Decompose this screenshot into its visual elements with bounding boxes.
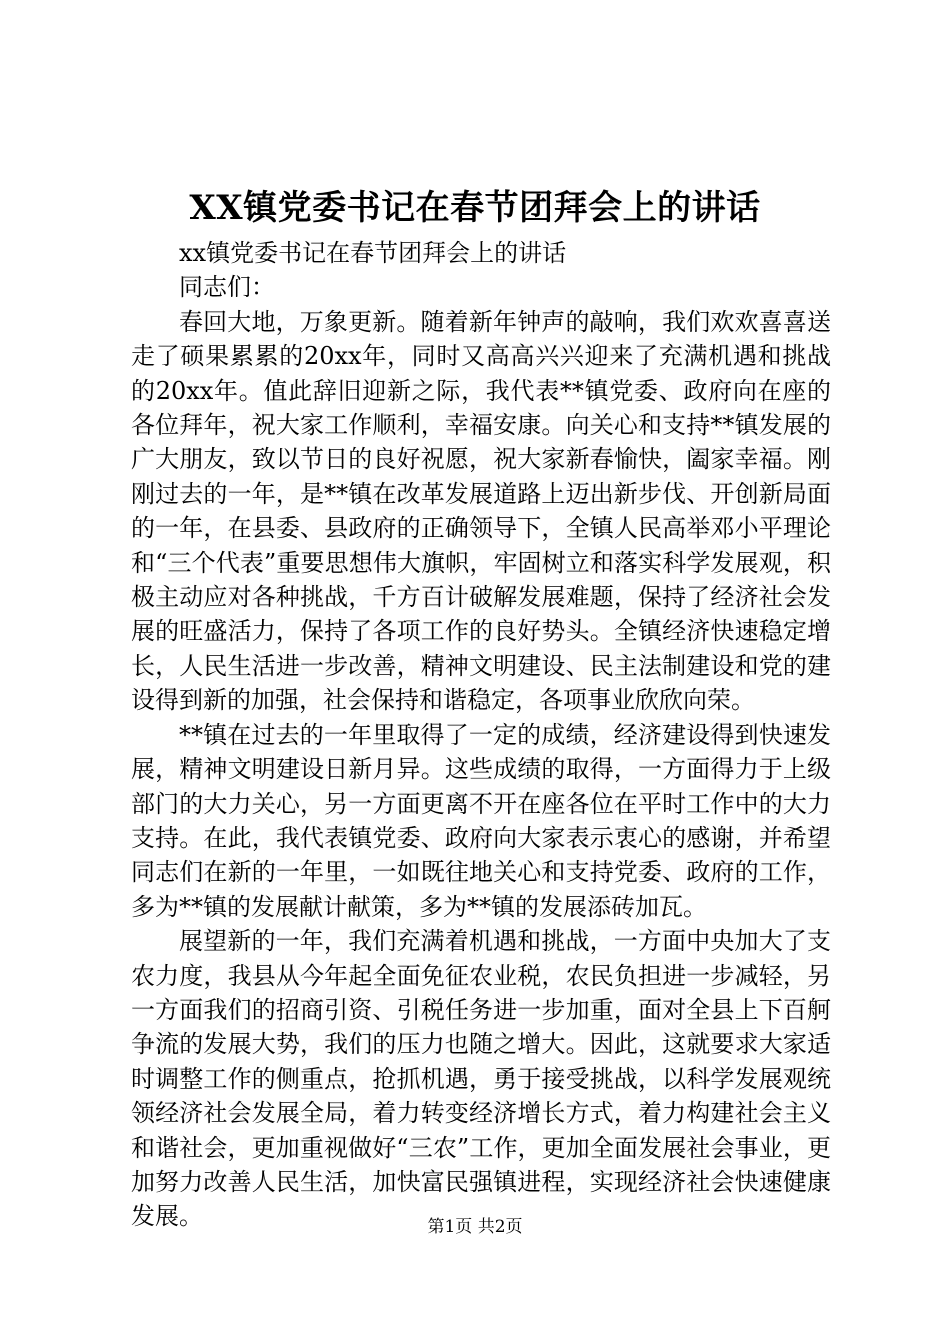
page-footer: 第1页 共2页 <box>427 1217 523 1237</box>
paragraph-3: 展望新的一年，我们充满着机遇和挑战，一方面中央加大了支农力度，我县从今年起全面免征农业税，农民负担进一步减轻，另一方面我们的招商引资、引税任务进一步加重，面对全县上下百舸争流的发展大势，我们的压力也随之增大。因此，这就要求大家适时调整工作的侧重点，抢抓机遇，勇于接受挑战，以科学发展观统领经济社会发展全局，着力转变经济增长方式，着力构建社会主义和谐社会，更加重视做好“三农”工作，更加全面发展社会事业，更加努力改善人民生活，加快富民强镇进程，实现经济社会快速健康发展。 <box>131 927 831 1231</box>
paragraph-1: 春回大地，万象更新。随着新年钟声的敲响，我们欢欢喜喜送走了硕果累累的20xx年，同时又高高兴兴迎来了充满机遇和挑战的20xx年。值此辞旧迎新之际，我代表**镇党委、政府向在座的各位拜年，祝大家工作顺利，幸福安康。向关心和支持**镇发展的广大朋友，致以节日的良好祝愿，祝大家新春愉快，阖家幸福。刚刚过去的一年，是**镇在改革发展道路上迈出新步伐、开创新局面的一年，在县委、县政府的正确领导下，全镇人民高举邓小平理论和“三个代表”重要思想伟大旗帜，牢固树立和落实科学发展观，积极主动应对各种挑战，千方百计破解发展难题，保持了经济社会发展的旺盛活力，保持了各项工作的良好势头。全镇经济快速稳定增长，人民生活进一步改善，精神文明建设、民主法制建设和党的建设得到新的加强，社会保持和谐稳定，各项事业欣欣向荣。 <box>131 307 831 715</box>
document-subtitle: xx镇党委书记在春节团拜会上的讲话 <box>179 239 567 267</box>
greeting: 同志们： <box>179 273 275 302</box>
document-title: XX镇党委书记在春节团拜会上的讲话 <box>189 188 761 228</box>
document-body <box>131 236 831 1234</box>
paragraph-2: **镇在过去的一年里取得了一定的成绩，经济建设得到快速发展，精神文明建设日新月异。这些成绩的取得，一方面得力于上级部门的大力关心，另一方面更离不开在座各位在平时工作中的大力支持。在此，我代表镇党委、政府向大家表示衷心的感谢，并希望同志们在新的一年里，一如既往地关心和支持党委、政府的工作，多为**镇的发展献计献策，多为**镇的发展添砖加瓦。 <box>131 720 831 921</box>
